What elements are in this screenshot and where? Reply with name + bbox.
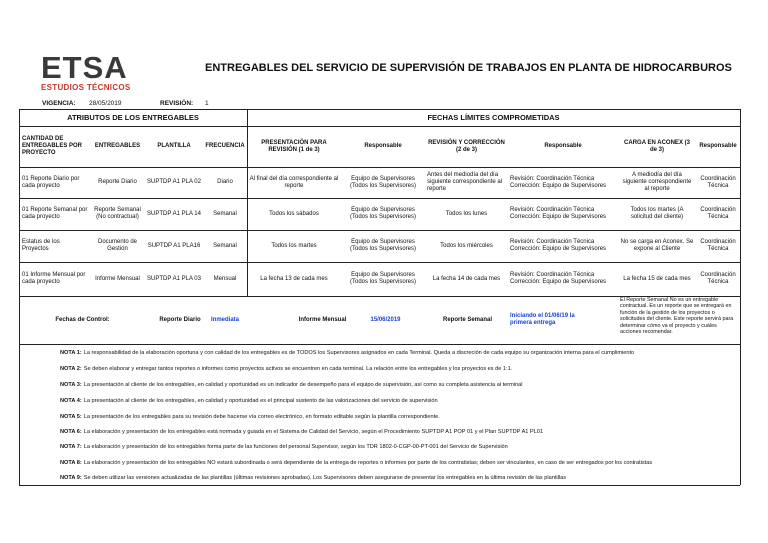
cell-entregable: Reporte Diario [98, 179, 137, 185]
cell-cantidad: 01 Reporte Diario por cada proyecto [22, 175, 80, 189]
control-diario-value: Inmediata [210, 316, 239, 323]
control-semanal-value: Iniciando el 01/06/19 la primera entrega [510, 313, 575, 326]
header-responsable-1: Responsable [364, 143, 402, 149]
control-semanal-label: Reporte Semanal [442, 316, 493, 323]
vigencia-value: 28/05/2019 [89, 100, 122, 107]
logo-subtitle: ESTUDIOS TÉCNICOS [41, 83, 131, 92]
cell-responsable-3: Coordinación Técnica [700, 207, 736, 220]
cell-frecuencia: Semanal [213, 210, 237, 217]
cell-responsable-3: Coordinación Técnica [700, 175, 736, 189]
cell-responsable-2: Revisión: Coordinación Técnica Corrección: Equipo de Supervisores [510, 272, 607, 285]
cell-frecuencia: Semanal [213, 242, 237, 249]
control-mensual-value: 15/06/2019 [370, 316, 401, 323]
cell-carga: A mediodía del día siguiente correspondiente al reporte [622, 172, 692, 192]
note-item: NOTA 3: La presentación al cliente de los entregables, en calidad y oportunidad es un indicador de desempeño para el equipo de supervisión, así como su completa asistencia al terminal [60, 382, 523, 388]
cell-cantidad: 01 Informe Mensual por cada proyecto [22, 272, 86, 285]
header-carga: CARGA EN ACONEX (3 de 3) [624, 139, 690, 153]
cell-revision: Todos los miércoles [440, 242, 493, 249]
cell-plantilla: SUPTDP A1 PLA 02 [147, 179, 201, 185]
note-item: NOTA 7: La elaboración y presentación de los entregables forma parte de las funciones del personal Supervisor, según los TDR 1802-0-CGP-00-PT-001 del Servicio de Supervisión [60, 444, 508, 450]
cell-presentacion: Todos los sábados [269, 210, 319, 217]
logo-wordmark: ETSA [41, 50, 128, 85]
cell-presentacion: Al final del día correspondiente al reporte [249, 175, 339, 189]
header-responsable-2: Responsable [544, 143, 582, 149]
cell-revision: Todos los lunes [445, 210, 488, 217]
cell-responsable-2: Revisión: Coordinación Técnica Corrección: Equipo de Supervisores [510, 207, 607, 220]
cell-entregable: Informe Mensual [95, 275, 140, 282]
control-diario-label: Reporte Diario [159, 316, 201, 323]
cell-responsable-2: Revisión: Coordinación Técnica Corrección: Equipo de Supervisores [510, 175, 607, 189]
cell-responsable-3: Coordinación Técnica [700, 239, 736, 252]
cell-presentacion: Todos los martes [271, 242, 317, 249]
cell-frecuencia: Mensual [213, 275, 237, 282]
document-title: ENTREGABLES DEL SERVICIO DE SUPERVISIÓN DE TRABAJOS EN PLANTA DE HIDROCARBUROS [205, 62, 732, 74]
revision-value: 1 [205, 100, 209, 107]
cell-responsable-1: Equipo de Supervisores (Todos los Supervisores) [349, 175, 417, 189]
header-entregables: ENTREGABLES [94, 143, 141, 149]
note-item: NOTA 5: La presentación de los entregables para su revisión debe hacerse vía correo electrónico, en formato editable según la plantilla correspondiente. [60, 414, 440, 420]
cell-cantidad: 01 Reporte Semanal por cada proyecto [22, 207, 88, 220]
header-revision: REVISIÓN Y CORRECCIÓN (2 de 3) [428, 139, 505, 153]
cell-plantilla: SUPTDP A1 PLA 03 [147, 275, 201, 282]
control-mensual-label: Informe Mensual [298, 316, 347, 323]
section-atributos: ATRIBUTOS DE LOS ENTREGABLES [67, 113, 199, 122]
cell-responsable-1: Equipo de Supervisores (Todos los Supervisores) [349, 272, 417, 285]
note-item: NOTA 8: La elaboración y presentación de los entregables NO estará subordinada o será dependiente de la entrega de reportes o informes por parte de los contratistas; deben ser vinculantes, en caso de ser entregados por los contratistas [60, 460, 653, 466]
cell-presentacion: La fecha 13 de cada mes [260, 275, 328, 282]
header-presentacion: PRESENTACIÓN PARA REVISIÓN (1 de 3) [261, 139, 327, 153]
note-item: NOTA 6: La elaboración y presentación de los entregables está normada y guiada en el Sistema de Calidad del Servicio, según el Procedimiento SUPTDP A1 POP 01 y el Plan SUPTDP A1 PL01 [60, 429, 544, 435]
control-note: El Reporte Semanal No es un entregable contractual. Es un reporte que se entregará en función de la gestión de los proyectos o solicitudes del cliente. Este reporte servirá para determinar cómo va el proyecto y cuáles acciones recomendar. [620, 297, 734, 336]
cell-cantidad: Estatus de los Proyectos [22, 239, 60, 252]
cell-revision: Antes del mediodía del día siguiente correspondiente al reporte [427, 172, 503, 192]
header-responsable-3: Responsable [699, 143, 737, 149]
note-item: NOTA 2: Se deben elaborar y entregar tantos reportes o informes como proyectos activos se encuentren en cada terminal. La relación entre los entregables y los proyectos es de 1:1. [60, 366, 513, 372]
section-fechas: FECHAS LÍMITES COMPROMETIDAS [427, 113, 560, 122]
cell-carga: Todos los martes (A solicitud del cliente) [630, 207, 684, 220]
cell-frecuencia: Diario [217, 179, 233, 185]
cell-entregable: Documento de Gestión [97, 239, 138, 252]
note-item: NOTA 4: La presentación al cliente de los entregables, en calidad y oportunidad es el principal sustento de las valorizaciones del servicio de supervisión [60, 398, 438, 404]
cell-plantilla: SUPTDP A1 PLA 14 [147, 210, 201, 217]
control-label: Fechas de Control: [55, 316, 110, 323]
cell-entregable: Reporte Semanal (No contractual) [94, 207, 141, 220]
header-frecuencia: FRECUENCIA [205, 143, 245, 149]
cell-responsable-3: Coordinación Técnica [700, 272, 736, 285]
note-item: NOTA 9: Se deben utilizar las versiones actualizadas de las plantillas (últimas revisiones aprobadas). Los Supervisores deben asegurarse de presentar los entregables en la última revisión de las plantillas [60, 475, 567, 481]
cell-responsable-1: Equipo de Supervisores (Todos los Supervisores) [349, 207, 417, 220]
cell-carga: La fecha 15 de cada mes [623, 275, 691, 282]
cell-carga: No se carga en Aconex. Se expone al Cliente [620, 239, 694, 252]
cell-responsable-2: Revisión: Coordinación Técnica Corrección: Equipo de Supervisores [510, 239, 607, 252]
cell-revision: La fecha 14 de cada mes [432, 275, 501, 282]
cell-plantilla: SUPTDP A1 PLA16 [147, 242, 201, 249]
revision-label: REVISIÓN: [160, 100, 194, 107]
header-cantidad: CANTIDAD DE ENTREGABLES POR PROYECTO [22, 136, 83, 156]
vigencia-label: VIGENCIA: [42, 100, 76, 107]
note-item: NOTA 1: La responsabilidad de la elaboración oportuna y con calidad de los entregables es de TODOS los Supervisores asignados en cada Terminal. Queda a discreción de cada equipo su organización interna para el cumplimiento [60, 350, 635, 356]
cell-responsable-1: Equipo de Supervisores (Todos los Supervisores) [349, 239, 417, 252]
company-logo [41, 50, 131, 92]
header-plantilla: PLANTILLA [157, 143, 191, 149]
